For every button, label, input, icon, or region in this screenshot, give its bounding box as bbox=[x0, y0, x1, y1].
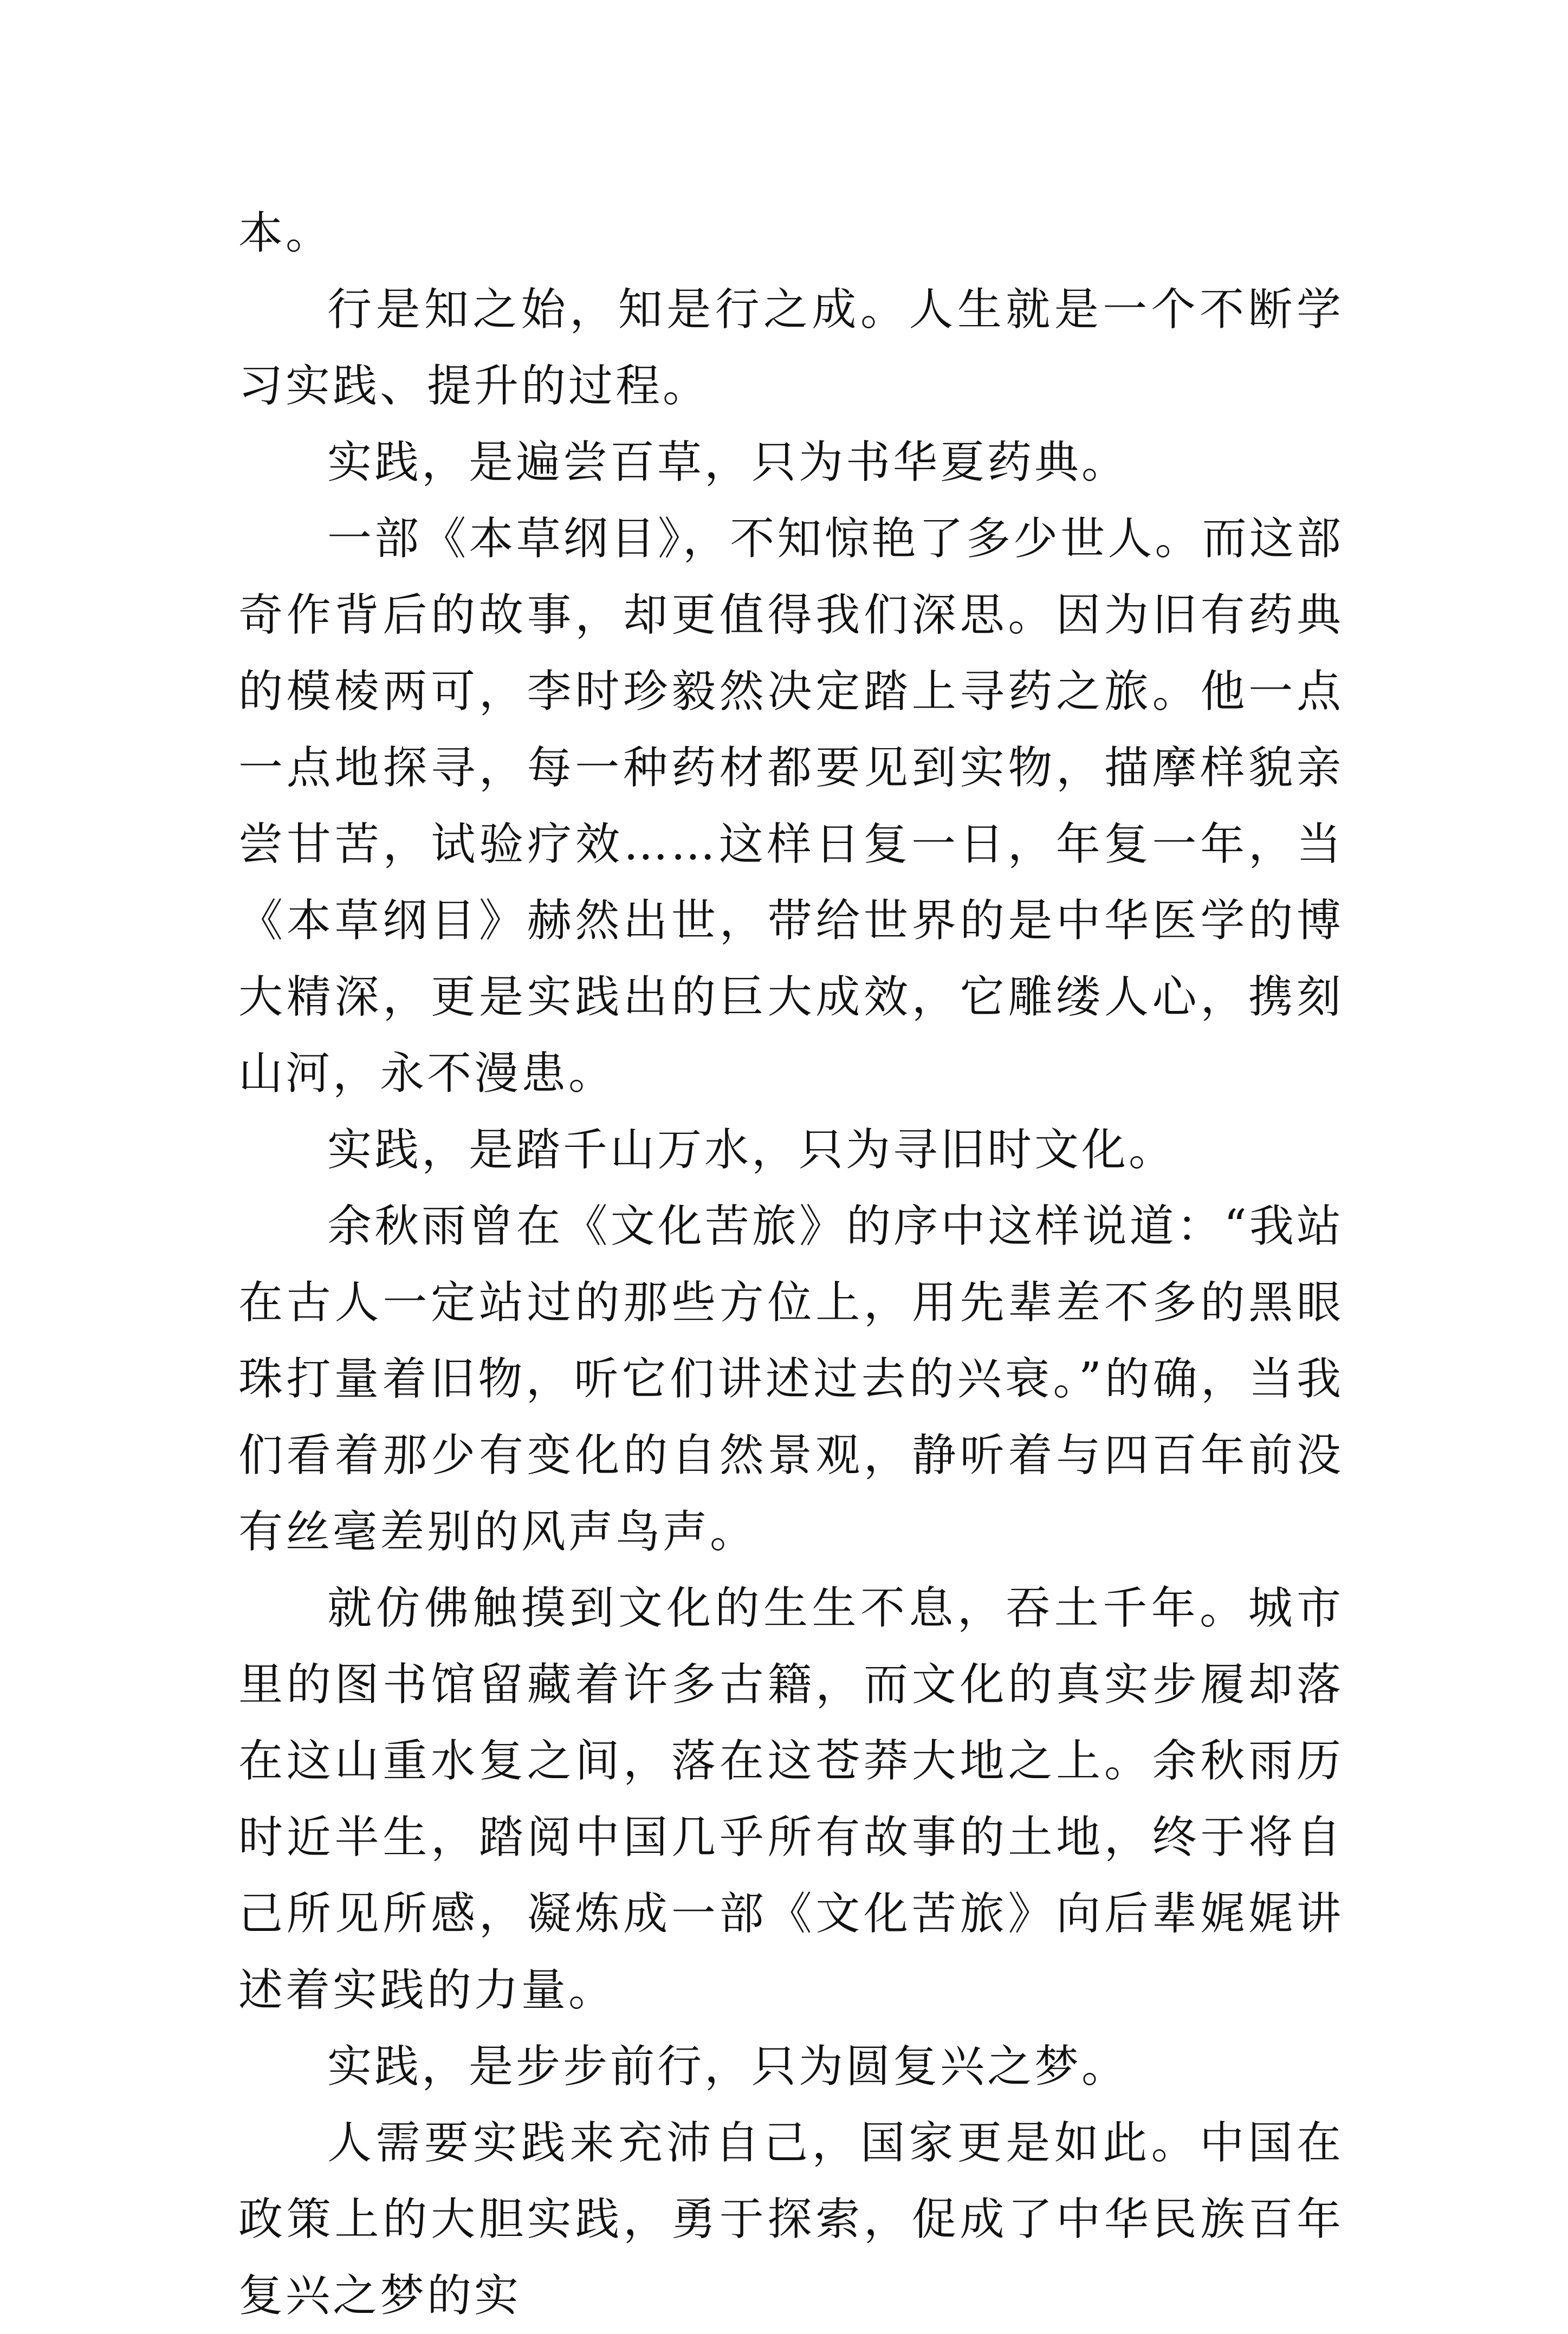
document-body bbox=[238, 195, 1344, 2334]
paragraph-heading-culture: 实践，是踏千山万水，只为寻旧时文化。 bbox=[327, 1124, 1176, 1176]
paragraph-yu-qiuyu-quote: 余秋雨曾在《文化苦旅》的序中这样说道：“我站在古人一定站过的那些方位上，用先辈差不多的黑眼珠打量着旧物，听它们讲述过去的兴衰。”的确，当我们看着那少有变化的自然景观，静听着与四百年前没有丝毫差别的风声鸟声。 bbox=[238, 1201, 1344, 1558]
paragraph-nation: 人需要实践来充沛自己，国家更是如此。中国在政策上的大胆实践，勇于探索，促成了中华民族百年复兴之梦的实 bbox=[238, 2117, 1344, 2322]
paragraph-culture-journey: 就仿佛触摸到文化的生生不息，吞土千年。城市里的图书馆留藏着许多古籍，而文化的真实步履却落在这山重水复之间，落在这苍莽大地之上。余秋雨历时近半生，踏阅中国几乎所有故事的土地，终于将自己所见所感，凝炼成一部《文化苦旅》向后辈娓娓讲述着实践的力量。 bbox=[238, 1583, 1344, 2016]
paragraph-heading-revival: 实践，是步步前行，只为圆复兴之梦。 bbox=[327, 2041, 1129, 2092]
paragraph-intro: 行是知之始，知是行之成。人生就是一个不断学习实践、提升的过程。 bbox=[238, 284, 1344, 412]
paragraph-continuation: 本。 bbox=[238, 208, 333, 259]
paragraph-heading-herbs: 实践，是遍尝百草，只为书华夏药典。 bbox=[327, 437, 1129, 488]
paragraph-bencao: 一部《本草纲目》，不知惊艳了多少世人。而这部奇作背后的故事，却更值得我们深思。因为旧有药典的模棱两可，李时珍毅然决定踏上寻药之旅。他一点一点地探寻，每一种药材都要见到实物，描摩样貌亲尝甘苦，试验疗效……这样日复一日，年复一年，当《本草纲目》赫然出世，带给世界的是中华医学的博大精深，更是实践出的巨大成效，它雕缕人心，携刻山河，永不漫患。 bbox=[238, 513, 1344, 1099]
